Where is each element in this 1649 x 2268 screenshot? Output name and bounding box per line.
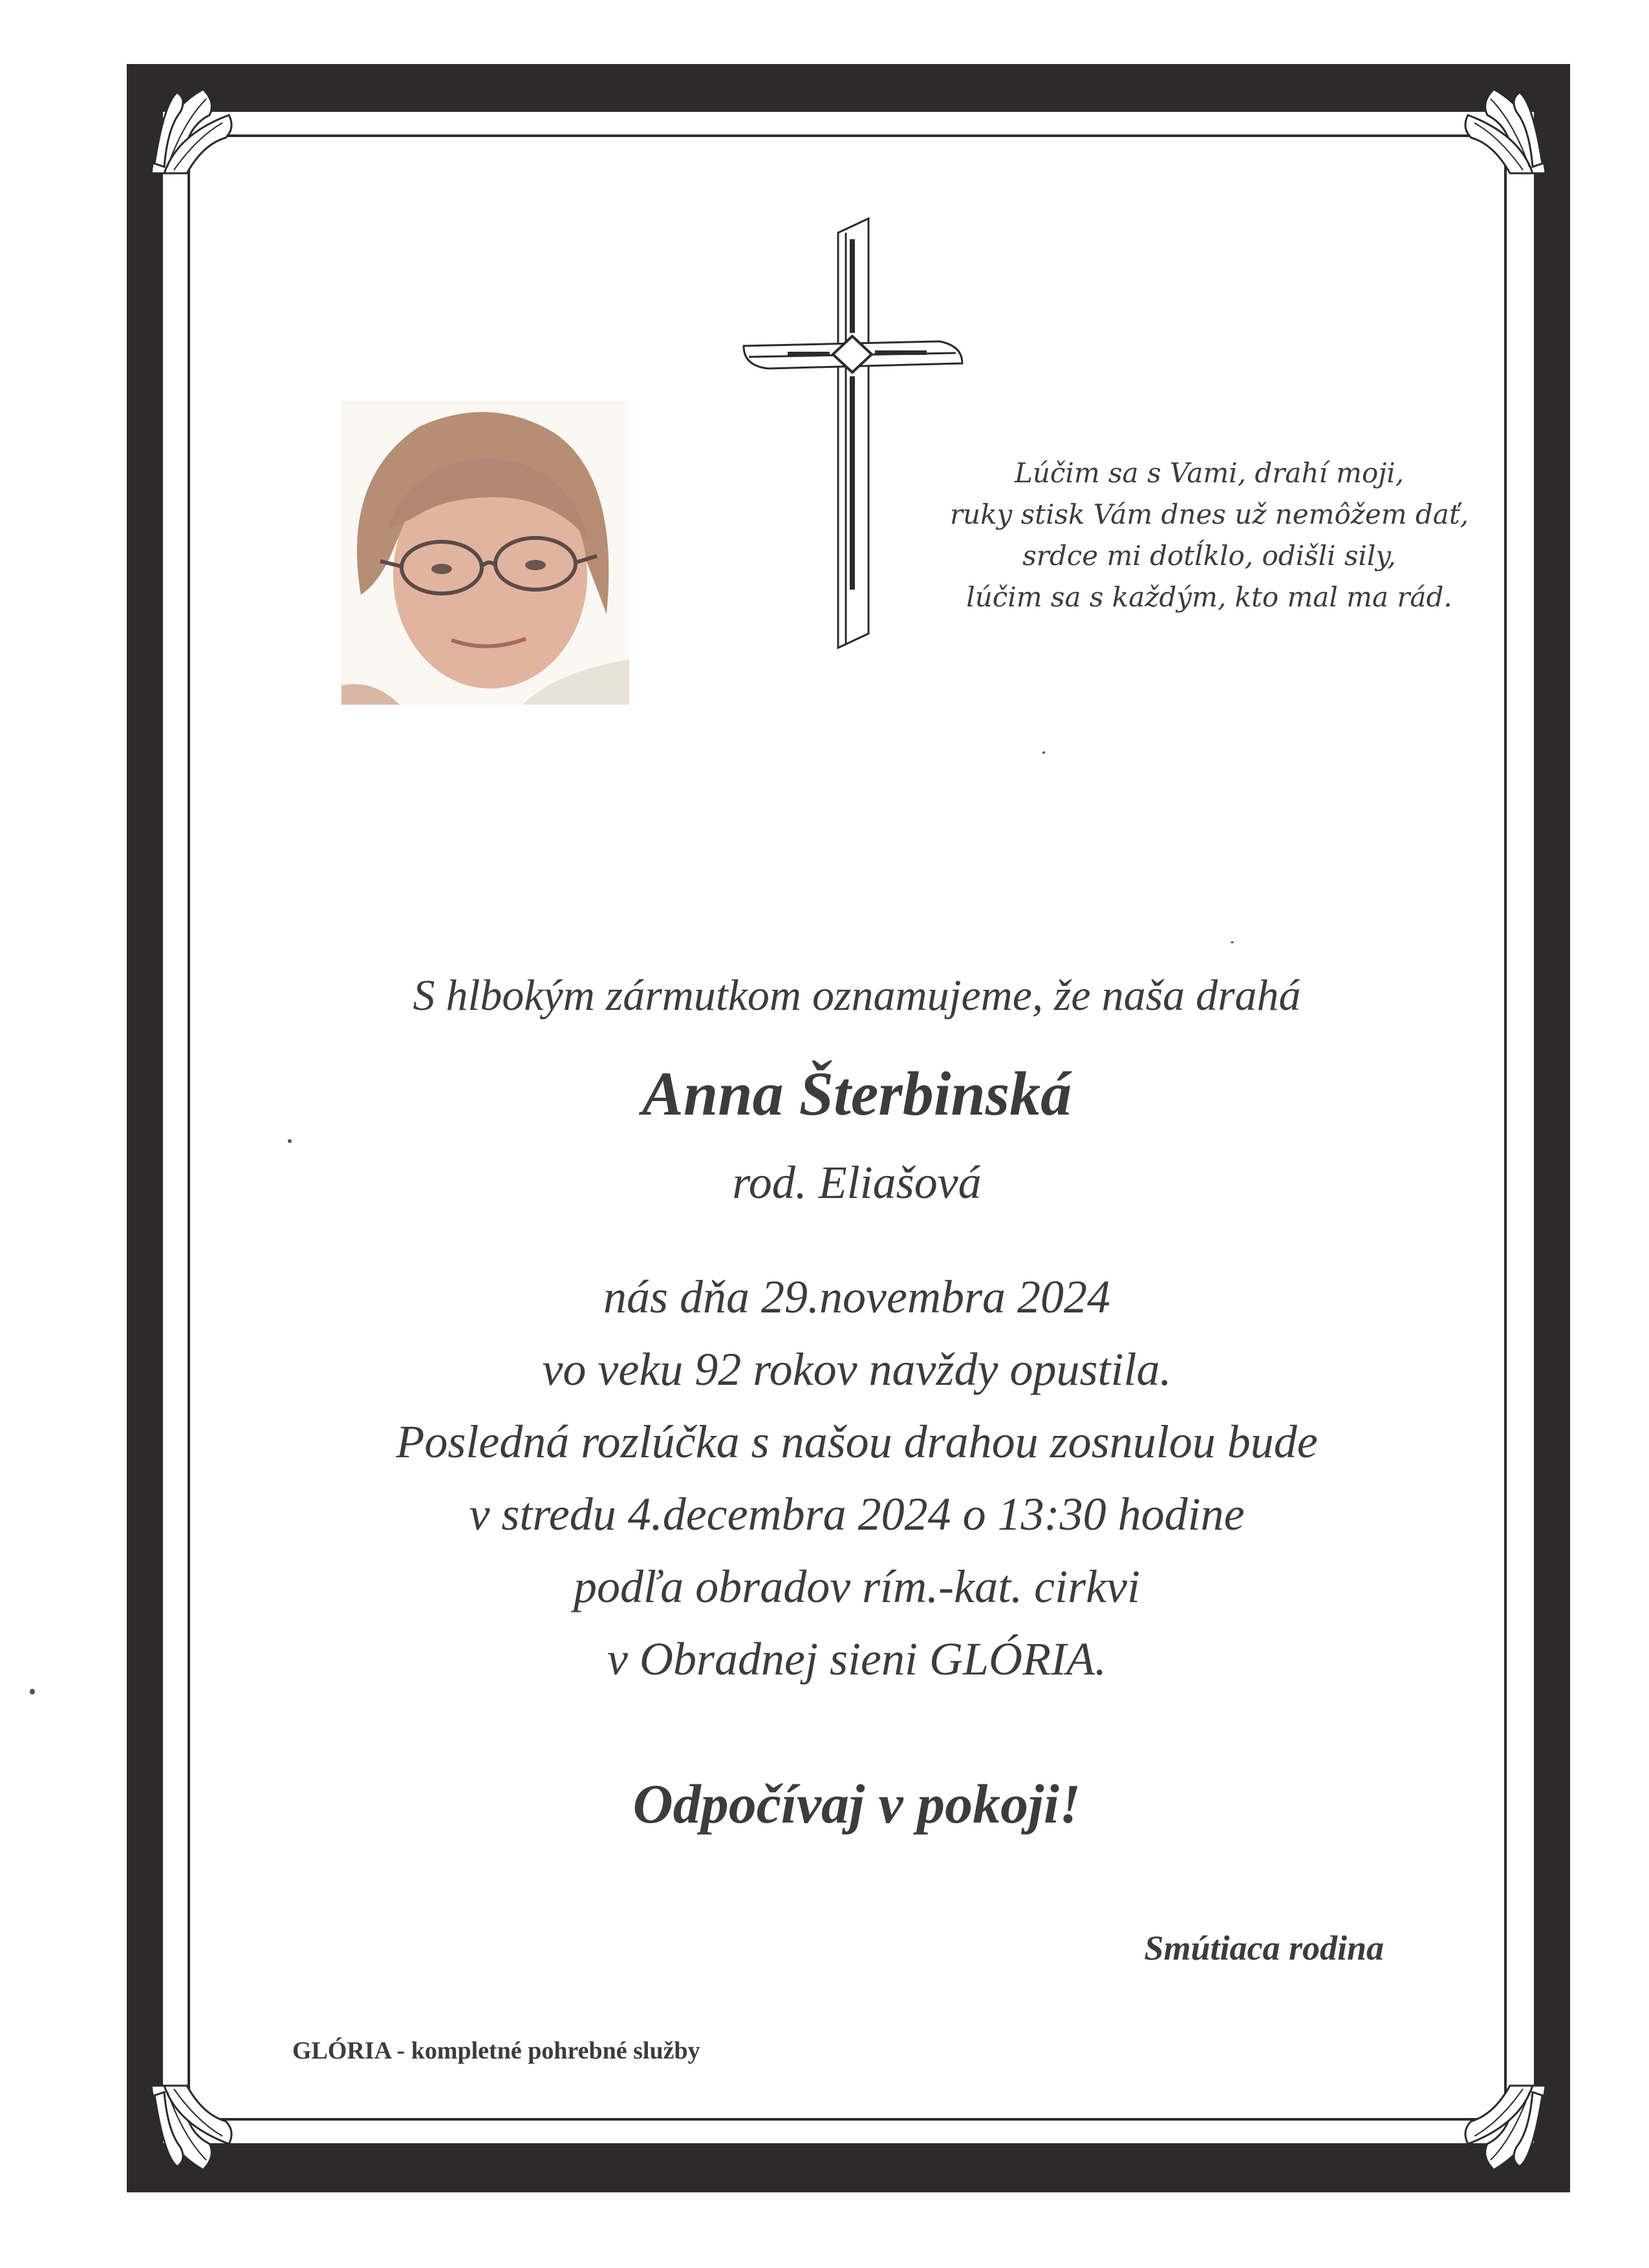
poem xyxy=(905,453,1513,618)
scan-speck xyxy=(288,1139,292,1143)
portrait-photo xyxy=(341,401,629,705)
detail-line: vo veku 92 rokov navždy opustila. xyxy=(542,1343,1172,1395)
detail-line: podľa obradov rím.-kat. cirkvi xyxy=(573,1561,1141,1612)
footer-company: GLÓRIA - kompletné pohrebné služby xyxy=(292,2037,700,2064)
poem-line: ruky stisk Vám dnes už nemôžem dať, xyxy=(949,498,1469,530)
maiden-name: rod. Eliašová xyxy=(732,1157,982,1208)
farewell-text: Odpočívaj v pokoji! xyxy=(632,1773,1081,1835)
corner-ornament-icon xyxy=(1449,76,1558,186)
deceased-name: Anna Šterbinská xyxy=(641,1059,1072,1128)
announcement-intro: S hlbokým zármutkom oznamujeme, že naša drahá xyxy=(413,970,1301,1020)
signature: Smútiaca rodina xyxy=(1144,1929,1384,1967)
corner-ornament-icon xyxy=(1449,2073,1558,2183)
poem-line: Lúčim sa s Vami, drahí moji, xyxy=(1014,457,1405,489)
corner-ornament-icon xyxy=(138,2073,248,2183)
detail-line: nás dňa 29.novembra 2024 xyxy=(603,1271,1110,1323)
poem-line: lúčim sa s každým, kto mal ma rád. xyxy=(966,581,1452,613)
scan-speck xyxy=(1042,751,1045,754)
announcement-details xyxy=(194,1261,1520,1695)
poem-line: srdce mi dotĺklo, odišli sily, xyxy=(1022,540,1396,572)
scan-speck xyxy=(1231,941,1234,943)
detail-line: v Obradnej sieni GLÓRIA. xyxy=(607,1633,1106,1685)
detail-line: Posledná rozlúčka s našou drahou zosnulou bude xyxy=(396,1416,1318,1468)
detail-line: v stredu 4.decembra 2024 o 13:30 hodine xyxy=(469,1488,1245,1540)
corner-ornament-icon xyxy=(138,76,248,186)
scan-speck xyxy=(30,1689,35,1695)
